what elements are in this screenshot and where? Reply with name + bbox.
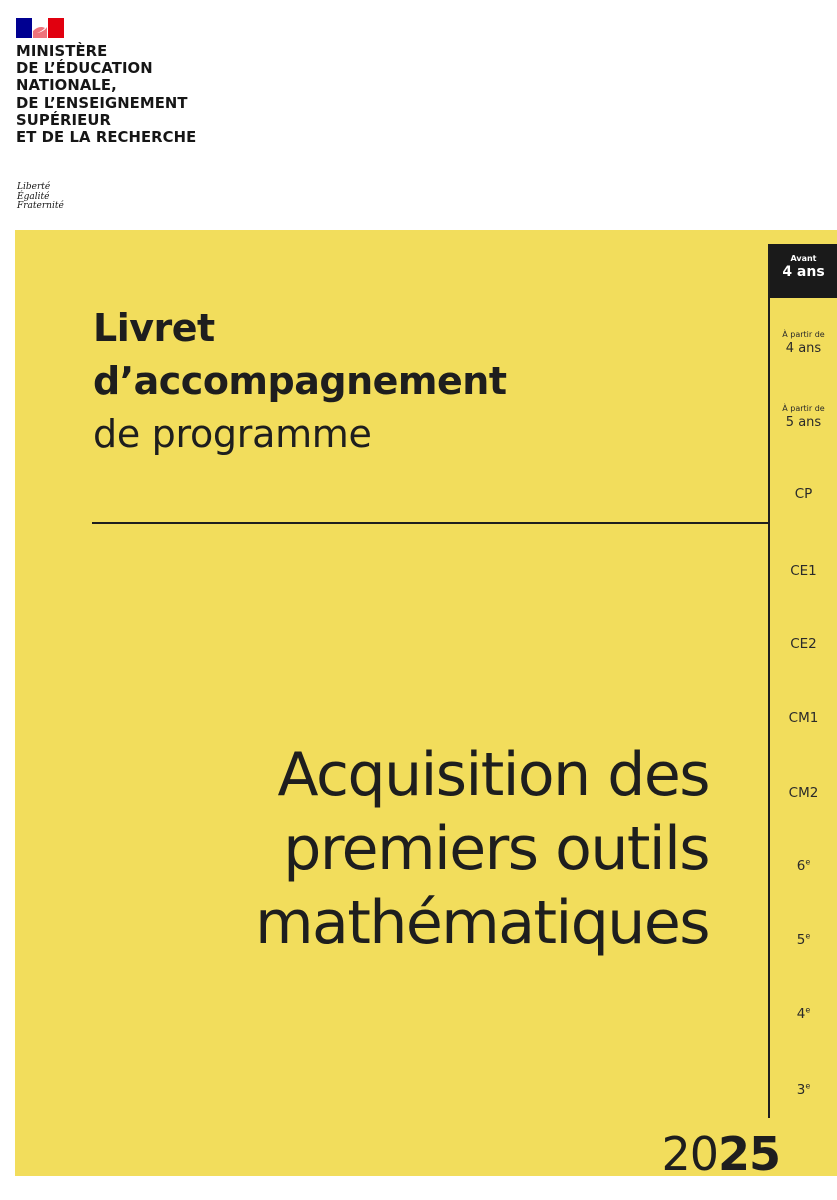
motto-line: Égalité (17, 191, 50, 202)
ministry-name-line: SUPÉRIEUR (16, 111, 111, 129)
level-item-6e (770, 858, 837, 875)
level-item-a-partir-de-5-ans (770, 404, 837, 431)
level-item-ce1 (770, 563, 837, 580)
level-suffix: e (805, 1005, 811, 1015)
level-number: 6 (796, 858, 806, 874)
level-number: 5 (796, 932, 806, 948)
level-item-cm1 (770, 710, 837, 727)
level-scale (15, 230, 837, 1176)
level-label: CM2 (788, 785, 819, 801)
booklet-title-line: Livret (93, 306, 215, 350)
level-item-5e (770, 932, 837, 949)
booklet-subtitle-line: de programme (93, 412, 372, 456)
ministry-name-line: DE L’ENSEIGNEMENT (16, 94, 188, 112)
main-title-line: premiers outils (283, 814, 709, 884)
republic-motto (17, 183, 64, 212)
level-label (770, 858, 837, 875)
ministry-name-line: ET DE LA RECHERCHE (16, 129, 197, 147)
level-suffix: e (805, 857, 811, 867)
motto-line: Fraternité (17, 201, 64, 212)
level-label (770, 1006, 837, 1023)
level-item-a-partir-de-4-ans (770, 330, 837, 357)
level-item-ce2 (770, 636, 837, 653)
level-number: 3 (796, 1082, 806, 1098)
year-bold: 25 (717, 1127, 780, 1181)
level-label: 5 ans (785, 415, 822, 430)
level-label: CP (794, 486, 813, 502)
level-item-4e (770, 1006, 837, 1023)
cover-panel (15, 230, 837, 1181)
motto-line: Liberté (17, 182, 51, 192)
level-label (770, 1082, 837, 1099)
level-suffix: e (805, 931, 811, 941)
level-suffix: e (805, 1081, 811, 1091)
ministry-name-line: NATIONALE, (16, 77, 117, 95)
level-label: 4 ans (785, 341, 822, 356)
french-flag-icon (16, 18, 64, 38)
level-prefix: À partir de (782, 404, 825, 413)
booklet-title-line: d’accompagnement (93, 359, 507, 403)
ministry-name-line: DE L’ÉDUCATION (16, 60, 153, 78)
level-number: 4 (796, 1006, 806, 1022)
year-light: 20 (661, 1127, 718, 1181)
level-label: CE2 (790, 636, 817, 652)
level-label (770, 932, 837, 949)
ministry-name-line: MINISTÈRE (16, 43, 108, 60)
level-label: CE1 (790, 563, 817, 579)
level-item-cp (770, 486, 837, 503)
level-item-cm2 (770, 785, 837, 802)
level-prefix: Avant (790, 254, 817, 263)
level-item-3e (770, 1082, 837, 1099)
level-item-avant-4-ans (770, 244, 837, 298)
ministry-name (16, 43, 196, 146)
level-label: 4 ans (782, 264, 825, 280)
main-title-line: mathématiques (255, 888, 709, 958)
main-title-line: Acquisition des (277, 740, 709, 810)
level-prefix: À partir de (782, 330, 825, 339)
level-label: CM1 (788, 710, 819, 726)
